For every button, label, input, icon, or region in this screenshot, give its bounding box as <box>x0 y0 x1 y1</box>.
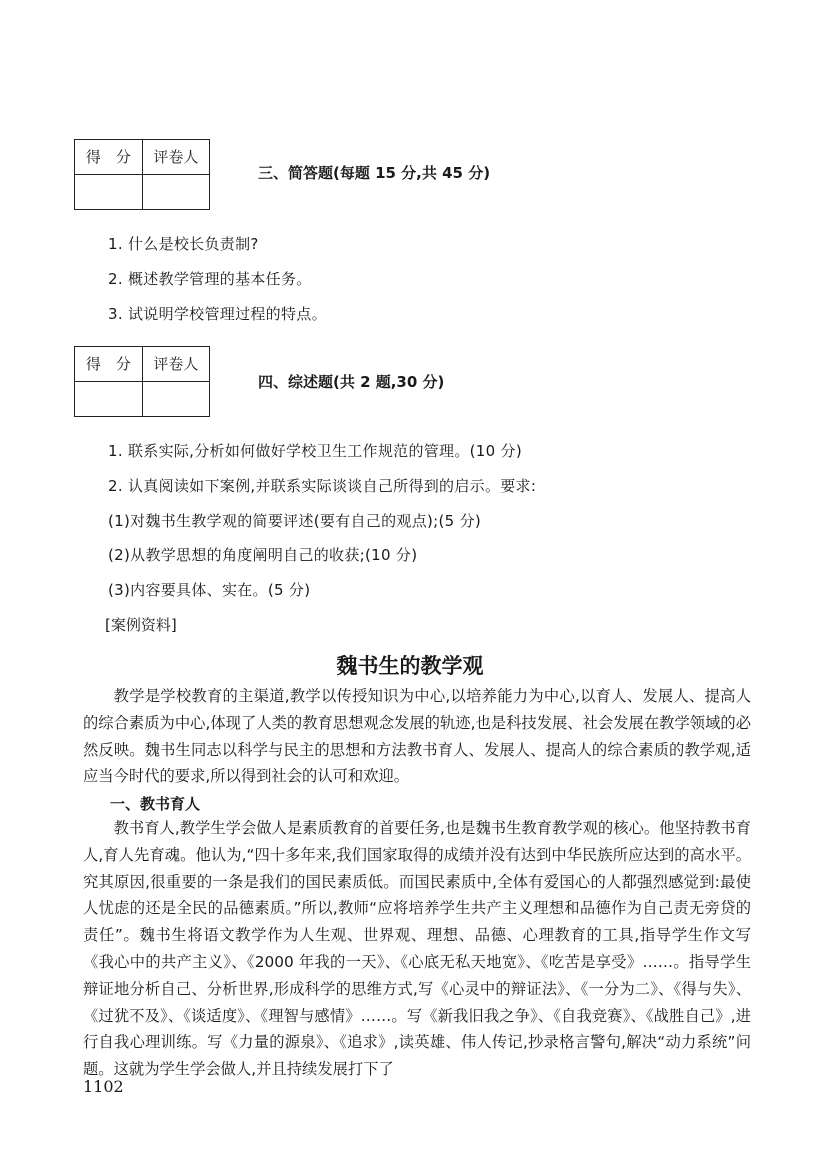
case-label: [案例资料] <box>105 616 177 634</box>
article-subheading: 一、教书育人 <box>110 795 201 813</box>
question-4-1: 1. 联系实际,分析如何做好学校卫生工作规范的管理。(10 分) <box>108 442 523 460</box>
page-number: 1102 <box>83 1077 124 1096</box>
requirement-3: (3)内容要具体、实在。(5 分) <box>108 581 311 599</box>
question-3-1: 1. 什么是校长负责制? <box>108 235 259 253</box>
reviewer-header: 评卷人 <box>142 347 209 382</box>
question-3-3: 3. 试说明学校管理过程的特点。 <box>108 305 327 323</box>
score-cell[interactable] <box>75 175 143 210</box>
requirement-2: (2)从教学思想的角度阐明自己的收获;(10 分) <box>108 546 418 564</box>
reviewer-cell[interactable] <box>142 175 209 210</box>
section3-title: 三、简答题(每题 15 分,共 45 分) <box>258 164 491 182</box>
score-header: 得 分 <box>75 347 143 382</box>
score-table-section3 <box>74 139 210 210</box>
section4-title: 四、综述题(共 2 题,30 分) <box>258 373 445 391</box>
requirement-1: (1)对魏书生教学观的简要评述(要有自己的观点);(5 分) <box>108 512 482 530</box>
question-4-2: 2. 认真阅读如下案例,并联系实际谈谈自己所得到的启示。要求: <box>108 477 537 495</box>
article-title: 魏书生的教学观 <box>336 654 484 678</box>
reviewer-header: 评卷人 <box>142 140 209 175</box>
article-body: 教书育人,教学生学会做人是素质教育的首要任务,也是魏书生教育教学观的核心。他坚持教书育人,育人先育魂。他认为,“四十多年来,我们国家取得的成绩并没有达到中华民族所应达到的高水平。究其原因,很重要的一条是我们的国民素质低。而国民素质中,全体有爱国心的人都强烈感觉到:最使人忧虑的还是全民的品德素质。”所以,教师“应将培养学生共产主义理想和品德作为自己责无旁贷的责任”。魏书生将语文教学作为人生观、世界观、理想、品德、心理教育的工具,指导学生作文写《我心中的共产主义》、《2000 年我的一天》、《心底无私天地宽》、《吃苦是享受》……。指导学生辩证地分析自己、分析世界,形成科学的思维方式,写《心灵中的辩证法》、《一分为二》、《得与失》、《过犹不及》、《谈适度》、《理智与感情》……。写《新我旧我之争》、《自我竞赛》、《战胜自己》,进行自我心理训练。写《力量的源泉》、《追求》,读英雄、伟人传记,抄录格言警句,解决“动力系统”问题。这就为学生学会做人,并且持续发展打下了 <box>83 819 751 1079</box>
score-table-section4 <box>74 346 210 417</box>
score-cell[interactable] <box>75 382 143 417</box>
question-3-2: 2. 概述教学管理的基本任务。 <box>108 270 312 288</box>
score-header: 得 分 <box>75 140 143 175</box>
article-intro: 教学是学校教育的主渠道,教学以传授知识为中心,以培养能力为中心,以育人、发展人、提高人的综合素质为中心,体现了人类的教育思想观念发展的轨迹,也是科技发展、社会发展在教学领域的必然反映。魏书生同志以科学与民主的思想和方法教书育人、发展人、提高人的综合素质的教学观,适应当今时代的要求,所以得到社会的认可和欢迎。 <box>83 687 751 786</box>
reviewer-cell[interactable] <box>142 382 209 417</box>
